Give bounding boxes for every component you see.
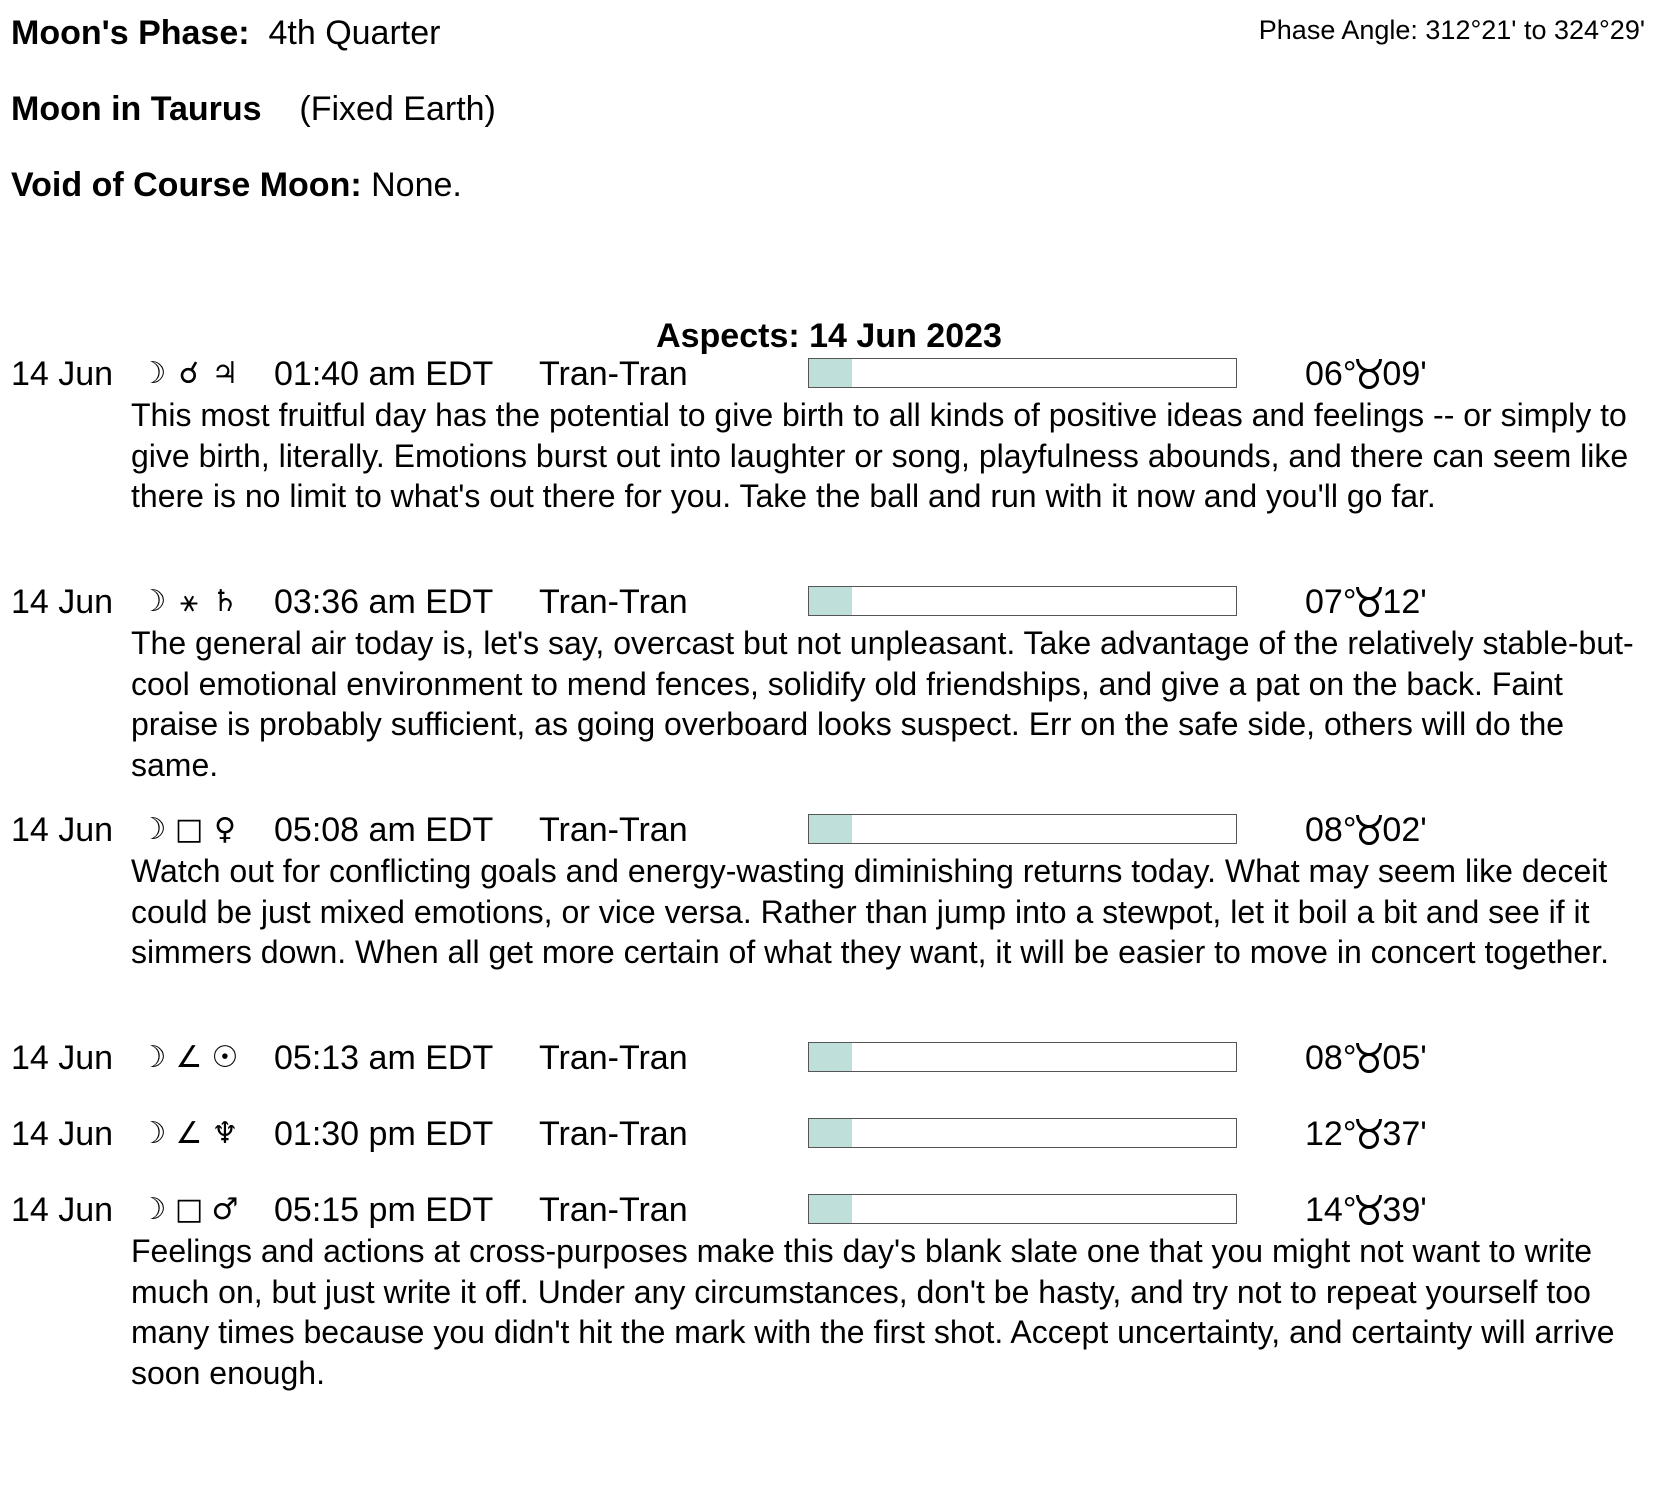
aspect-symbols	[138, 354, 240, 394]
strength-bar	[808, 1118, 1237, 1148]
aspect-entry	[0, 810, 1658, 973]
strength-bar-fill	[809, 815, 852, 843]
aspect-entry	[0, 1038, 1658, 1078]
aspect-icon: ☌	[178, 356, 200, 391]
strength-bar-fill	[809, 1195, 852, 1223]
planet-icon: ♃	[211, 356, 239, 391]
aspect-type: Tran-Tran	[539, 355, 688, 393]
moon-sign-line	[11, 89, 496, 129]
aspect-row	[0, 1190, 1658, 1230]
aspect-type: Tran-Tran	[539, 811, 688, 849]
aspect-position	[1305, 810, 1427, 850]
aspect-position	[1305, 1190, 1427, 1230]
aspect-type: Tran-Tran	[539, 1115, 688, 1153]
strength-bar	[808, 586, 1237, 616]
moon-icon: ☽	[139, 1040, 167, 1075]
moon-phase-value: 4th Quarter	[268, 14, 441, 52]
aspect-row	[0, 354, 1658, 394]
aspect-position	[1305, 354, 1427, 394]
moon-icon: ☽	[139, 584, 167, 619]
aspect-symbols	[138, 582, 240, 622]
strength-bar	[808, 814, 1237, 844]
void-of-course-line	[11, 165, 462, 205]
aspect-row	[0, 1114, 1658, 1154]
void-of-course-label: Void of Course Moon:	[11, 166, 362, 204]
aspect-date: 14 Jun	[11, 355, 114, 393]
strength-bar	[808, 358, 1237, 388]
planet-icon: ♀	[214, 812, 236, 847]
aspect-date: 14 Jun	[11, 1115, 114, 1153]
strength-bar-fill	[809, 359, 852, 387]
aspect-icon: □	[174, 812, 204, 847]
aspect-time: 01:30 pm EDT	[274, 1115, 494, 1153]
aspect-entry	[0, 1114, 1658, 1154]
moon-sign-label: Moon in Taurus	[11, 90, 262, 128]
aspect-date: 14 Jun	[11, 1191, 114, 1229]
aspect-description: The general air today is, let's say, overcast but not unpleasant. Take advantage of the relatively stable-but-cool emotional environment to mend fences, solidify old friendships, and give a pat on the back. Faint praise is probably sufficient, as going overboard looks suspect. Err on the safe side, others will do the same.	[131, 625, 1634, 783]
aspect-description: This most fruitful day has the potential to give birth to all kinds of positive ideas and feelings -- or simply to give birth, literally. Emotions burst out into laughter or song, playfulness abounds, and there can seem like there is no limit to what's out there for you. Take the ball and run with it now and you'll go far.	[131, 397, 1629, 514]
aspect-time: 01:40 am EDT	[274, 355, 494, 393]
taurus-icon	[1357, 357, 1381, 391]
aspect-position	[1305, 1038, 1427, 1078]
position-minutes: 02'	[1382, 811, 1427, 849]
phase-angle: Phase Angle: 312°21' to 324°29'	[1258, 15, 1645, 45]
aspect-icon: ∠	[175, 1040, 203, 1075]
strength-bar-fill	[809, 1043, 852, 1071]
taurus-icon	[1357, 585, 1381, 619]
aspect-icon: ⚹	[180, 584, 198, 619]
moon-icon: ☽	[139, 812, 167, 847]
aspect-symbols	[138, 1114, 240, 1154]
position-degrees: 08°	[1305, 811, 1357, 849]
strength-bar	[808, 1194, 1237, 1224]
aspects-title: Aspects: 14 Jun 2023	[656, 317, 1002, 355]
aspect-row	[0, 810, 1658, 850]
aspect-row	[0, 1038, 1658, 1078]
position-minutes: 37'	[1382, 1115, 1427, 1153]
position-minutes: 12'	[1382, 583, 1427, 621]
planet-icon: ♆	[211, 1116, 239, 1151]
planet-icon: ☉	[211, 1040, 239, 1075]
position-degrees: 08°	[1305, 1039, 1357, 1077]
moon-sign-value: (Fixed Earth)	[299, 90, 496, 128]
aspect-symbols	[138, 1190, 240, 1230]
moon-icon: ☽	[139, 356, 167, 391]
position-minutes: 09'	[1382, 355, 1427, 393]
aspect-date: 14 Jun	[11, 1039, 114, 1077]
position-degrees: 14°	[1305, 1191, 1357, 1229]
aspect-position	[1305, 582, 1427, 622]
taurus-icon	[1357, 1041, 1381, 1075]
position-minutes: 39'	[1382, 1191, 1427, 1229]
aspect-description: Feelings and actions at cross-purposes make this day's blank slate one that you might not want to write much on, but just write it off. Under any circumstances, don't be hasty, and try not to repeat yourself too many times because you didn't hit the mark with the first shot. Accept uncertainty, and certainty will arrive soon enough.	[131, 1233, 1615, 1391]
taurus-icon	[1357, 1117, 1381, 1151]
moon-phase-label: Moon's Phase:	[11, 14, 250, 52]
aspect-time: 03:36 am EDT	[274, 583, 494, 621]
planet-icon: ♄	[211, 584, 239, 619]
aspect-row	[0, 582, 1658, 622]
position-degrees: 07°	[1305, 583, 1357, 621]
strength-bar	[808, 1042, 1237, 1072]
aspect-date: 14 Jun	[11, 811, 114, 849]
taurus-icon	[1357, 1193, 1381, 1227]
taurus-icon	[1357, 813, 1381, 847]
aspect-entry	[0, 582, 1658, 785]
aspect-type: Tran-Tran	[539, 583, 688, 621]
aspect-description: Watch out for conflicting goals and energy-wasting diminishing returns today. What may seem like deceit could be just mixed emotions, or vice versa. Rather than jump into a stewpot, let it boil a bit and see if it simmers down. When all get more certain of what they want, it will be easier to move in concert together.	[131, 853, 1609, 970]
aspect-symbols	[138, 1038, 240, 1078]
aspect-time: 05:08 am EDT	[274, 811, 494, 849]
strength-bar-fill	[809, 587, 852, 615]
aspect-date: 14 Jun	[11, 583, 114, 621]
aspect-position	[1305, 1114, 1427, 1154]
aspect-symbols	[138, 810, 240, 850]
moon-icon: ☽	[139, 1116, 167, 1151]
aspect-time: 05:13 am EDT	[274, 1039, 494, 1077]
position-degrees: 06°	[1305, 355, 1357, 393]
strength-bar-fill	[809, 1119, 852, 1147]
moon-icon: ☽	[139, 1192, 167, 1227]
position-degrees: 12°	[1305, 1115, 1357, 1153]
aspect-entry	[0, 354, 1658, 517]
aspect-icon: □	[174, 1192, 204, 1227]
aspect-icon: ∠	[175, 1116, 203, 1151]
aspect-type: Tran-Tran	[539, 1191, 688, 1229]
aspect-entry	[0, 1190, 1658, 1393]
planet-icon: ♂	[211, 1192, 239, 1227]
position-minutes: 05'	[1382, 1039, 1427, 1077]
moon-phase-line	[11, 13, 440, 53]
aspect-time: 05:15 pm EDT	[274, 1191, 494, 1229]
void-of-course-value: None.	[371, 166, 462, 204]
aspect-type: Tran-Tran	[539, 1039, 688, 1077]
